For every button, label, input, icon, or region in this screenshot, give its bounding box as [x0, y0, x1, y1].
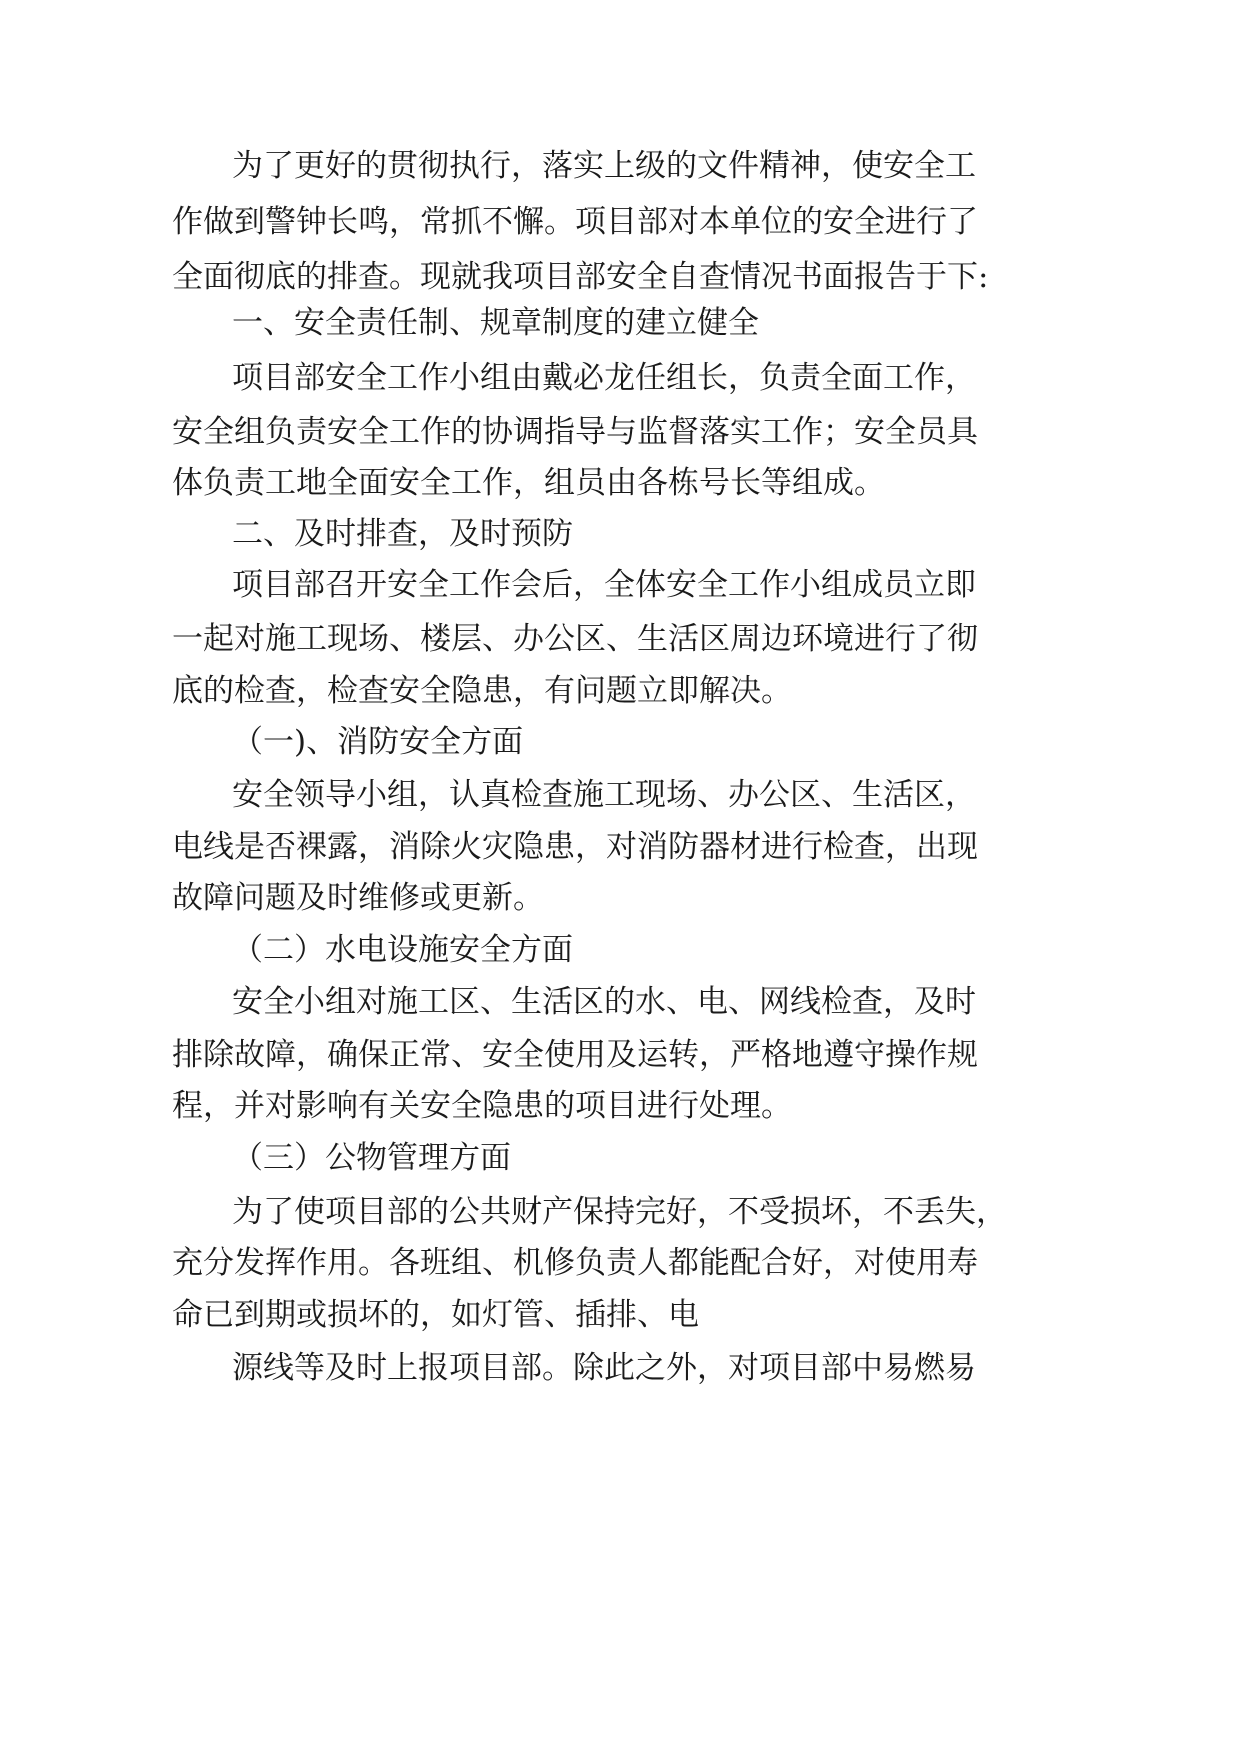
text-line: 体负责工地全面安全工作，组员由各栋号长等组成。 [172, 465, 885, 501]
text-line: 作做到警钟长鸣，常抓不懈。项目部对本单位的安全进行了 [172, 204, 978, 240]
subsection-heading: （二）水电设施安全方面 [232, 932, 573, 968]
text-line: 全面彻底的排查。现就我项目部安全自查情况书面报告于下: [172, 259, 989, 295]
text-line: 充分发挥作用。各班组、机修负责人都能配合好，对使用寿 [172, 1245, 978, 1281]
section-heading: 一、安全责任制、规章制度的建立健全 [232, 305, 759, 341]
text-line: 项目部安全工作小组由戴必龙任组长，负责全面工作， [232, 360, 976, 396]
text-line: 电线是否裸露，消除火灾隐患，对消防器材进行检查，出现 [172, 829, 978, 865]
text-line: 安全组负责安全工作的协调指导与监督落实工作；安全员具 [172, 414, 978, 450]
text-line: 底的检查，检查安全隐患，有问题立即解决。 [172, 673, 792, 709]
text-line: 程，并对影响有关安全隐患的项目进行处理。 [172, 1088, 792, 1124]
text-line: 排除故障，确保正常、安全使用及运转，严格地遵守操作规 [172, 1037, 978, 1073]
subsection-heading: （一)、消防安全方面 [232, 724, 524, 760]
text-line: 命已到期或损坏的，如灯管、插排、电 [172, 1297, 699, 1333]
section-heading: 二、及时排查，及时预防 [232, 516, 573, 552]
text-line: 项目部召开安全工作会后，全体安全工作小组成员立即 [232, 567, 976, 603]
text-line: 为了使项目部的公共财产保持完好，不受损坏，不丢失， [232, 1194, 1007, 1230]
text-line: 源线等及时上报项目部。除此之外，对项目部中易燃易 [232, 1350, 976, 1386]
text-line: 安全小组对施工区、生活区的水、电、网线检查，及时 [232, 984, 976, 1020]
text-line: 故障问题及时维修或更新。 [172, 880, 544, 916]
text-line: 安全领导小组，认真检查施工现场、办公区、生活区， [232, 777, 976, 813]
text-line: 为了更好的贯彻执行，落实上级的文件精神，使安全工 [232, 148, 976, 184]
text-line: 一起对施工现场、楼层、办公区、生活区周边环境进行了彻 [172, 621, 978, 657]
subsection-heading: （三）公物管理方面 [232, 1140, 511, 1176]
